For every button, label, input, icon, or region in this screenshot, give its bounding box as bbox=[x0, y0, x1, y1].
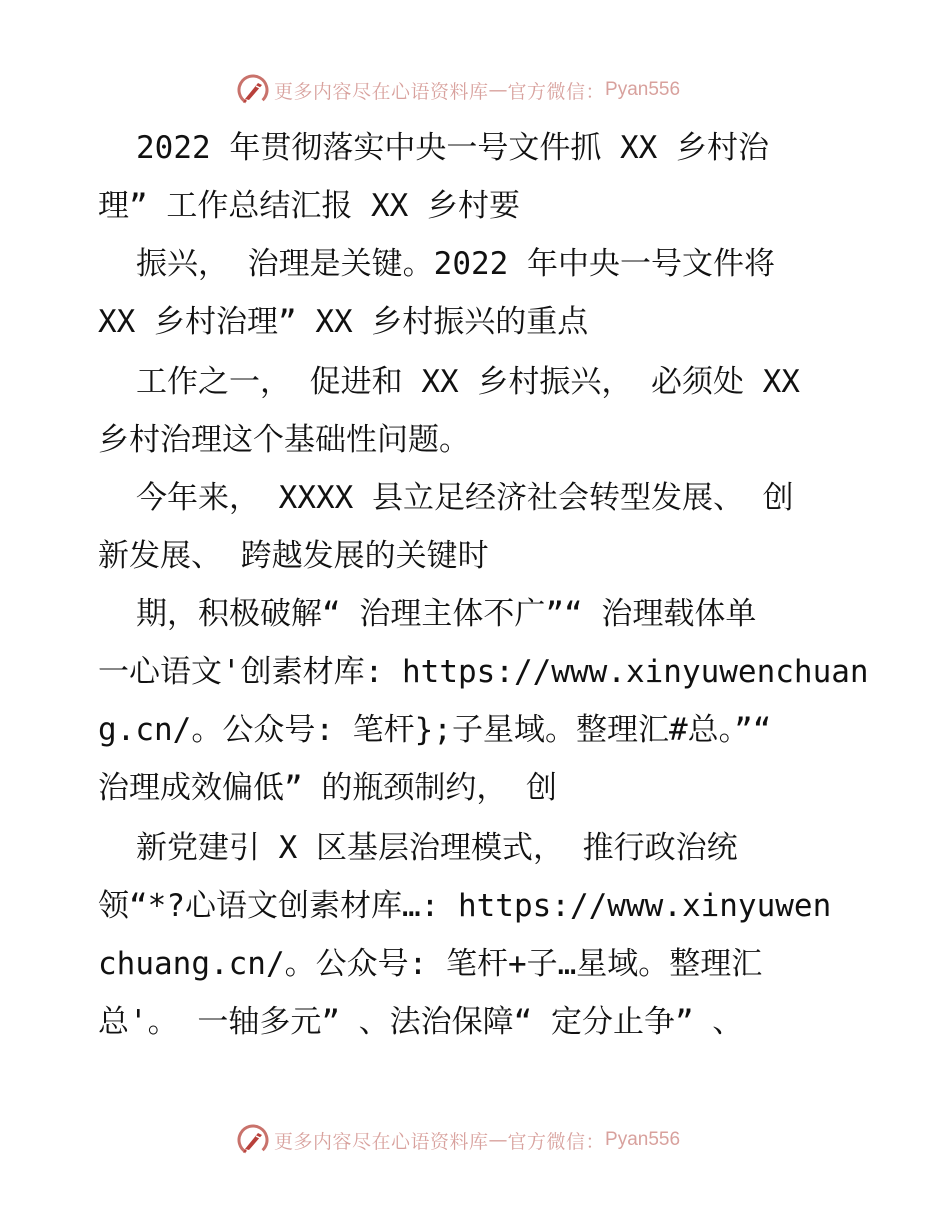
watermark-dash: — bbox=[488, 79, 508, 101]
watermark-official-label: 官方微信： bbox=[507, 80, 606, 103]
watermark-official-label: 官方微信： bbox=[507, 1130, 606, 1153]
body-line: 新党建引 X 区基层治理模式， 推行政治统 bbox=[136, 830, 738, 866]
body-line: 总'。 一轴多元” 、法治保障“ 定分止争” 、 bbox=[98, 1004, 744, 1040]
watermark-wechat-id: Pyan556 bbox=[605, 1129, 681, 1150]
quill-pen-logo-icon bbox=[236, 1123, 270, 1157]
body-line: 期，积极破解“ 治理主体不广”“ 治理载体单 bbox=[136, 596, 757, 632]
body-line: 乡村治理这个基础性问题。 bbox=[98, 422, 470, 458]
watermark-dash: — bbox=[488, 1129, 508, 1151]
body-line: 2022 年贯彻落实中央一号文件抓 XX 乡村治 bbox=[136, 130, 769, 166]
body-line: 理” 工作总结汇报 XX 乡村要 bbox=[98, 188, 520, 224]
body-line: chuang.cn/。公众号: 笔杆+子…星域。整理汇 bbox=[98, 946, 763, 982]
body-line: 一心语文'创素材库: https://www.xinyuwenchuan bbox=[98, 654, 869, 690]
footer-watermark bbox=[236, 1122, 680, 1158]
body-line: g.cn/。公众号: 笔杆};子星域。整理汇#总。”“ bbox=[98, 712, 772, 748]
quill-pen-logo-icon bbox=[236, 73, 270, 107]
body-line: 工作之一， 促进和 XX 乡村振兴， 必须处 XX bbox=[136, 364, 800, 400]
body-line: 今年来， XXXX 县立足经济社会转型发展、 创 bbox=[136, 480, 794, 516]
watermark-text: 更多内容尽在心语资料库 bbox=[274, 80, 489, 103]
watermark-text: 更多内容尽在心语资料库 bbox=[274, 1130, 489, 1153]
body-line: 振兴， 治理是关键。2022 年中央一号文件将 bbox=[136, 246, 775, 282]
watermark-wechat-id: Pyan556 bbox=[605, 79, 681, 100]
body-line: 新发展、 跨越发展的关键时 bbox=[98, 538, 489, 574]
header-watermark bbox=[236, 72, 680, 108]
body-line: 治理成效偏低” 的瓶颈制约， 创 bbox=[98, 770, 557, 806]
body-line: XX 乡村治理” XX 乡村振兴的重点 bbox=[98, 304, 589, 340]
body-line: 领“*?心语文创素材库…: https://www.xinyuwen bbox=[98, 888, 832, 924]
